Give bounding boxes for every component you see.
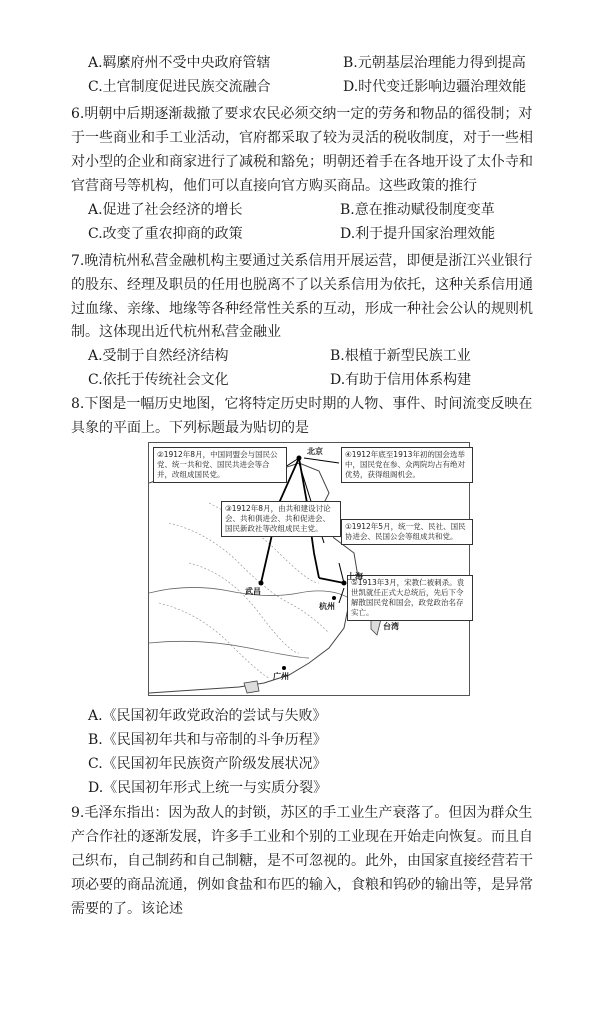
q9-stem-line: 产合作社的逐渐发展，许多手工业和个别的工业现在开始走向恢复。而且自: [71, 829, 533, 845]
q6-option-a: A.促进了社会经济的增长: [88, 202, 243, 218]
q8-stem-line: 8.下图是一幅历史地图，它将特定历史时期的人物、事件、时间流变反映在: [71, 396, 533, 412]
city-shanghai: 上海: [347, 572, 363, 581]
q9-stem-line: 需要的了。该论述: [71, 901, 183, 917]
q6-stem-line: 6.明朝中后期逐渐裁撤了要求农民必须交纳一定的劳务和物品的徭役制；对: [71, 106, 533, 122]
historical-map: [148, 442, 470, 696]
city-hangzhou: 杭州: [319, 602, 335, 611]
q7-option-a: A.受制于自然经济结构: [88, 348, 229, 364]
q8-option-d: D.《民国初年形式上统一与实质分裂》: [88, 780, 328, 796]
q6-option-b: B.意在推动赋役制度变革: [340, 202, 495, 218]
q9-stem-line: 9.毛泽东指出：因为敌人的封锁，苏区的手工业生产衰落了。但因为群众生: [71, 805, 533, 821]
q5-option-a: A.羁縻府州不受中央政府管辖: [88, 55, 271, 71]
q8-option-c: C.《民国初年民族资产阶级发展状况》: [88, 756, 327, 772]
q6-stem-line: 官营商号等机构，他们可以直接向官方购买商品。这些政策的推行: [71, 178, 477, 194]
q6-option-d: D.利于提升国家治理效能: [340, 226, 496, 242]
q6-stem-line: 对小型的企业和商家进行了减税和豁免；明朝还着手在各地开设了太仆寺和: [71, 154, 533, 170]
q6-option-c: C.改变了重农抑商的政策: [88, 226, 243, 242]
city-guangzhou: 广州: [273, 672, 289, 681]
map-note-1: ①1912年5月，统一党、民社、国民协进会、民国公会等组成共和党。: [341, 519, 473, 545]
q5-option-c: C.土官制度促进民族交流融合: [88, 79, 271, 95]
q9-stem-line: 项必要的商品流通，例如食盐和布匹的输入，食粮和钨砂的输出等，是异常: [71, 877, 533, 893]
q7-stem-line: 制。这体现出近代杭州私营金融业: [71, 324, 281, 340]
q7-stem-line: 7.晚清杭州私营金融机构主要通过关系信用开展运营，即便是浙江兴业银行: [71, 253, 533, 269]
map-note-4: ④1912年底至1913年初的国会选举中，国民党在参、众两院均占有绝对优势，获得组阁机会。: [341, 447, 473, 483]
q7-stem-line: 过血缘、亲缘、地缘等各种经常性关系的互动，形成一种社会公认的规则机: [71, 301, 533, 317]
q8-stem-line: 具象的平面上。下列标题最为贴切的是: [71, 420, 309, 436]
q5-option-d: D.时代变迁影响边疆治理效能: [343, 79, 527, 95]
map-note-3: ③1912年8月，由共和建设讨论会、共和俱进会、共和促进会、国民新政社等改组成民主党。: [221, 501, 341, 537]
q5-option-b: B.元朝基层治理能力得到提高: [343, 55, 526, 71]
q8-option-a: A.《民国初年政党政治的尝试与失败》: [88, 708, 327, 724]
city-taiwan: 台湾: [383, 622, 399, 631]
map-note-2: ②1912年8月，中国同盟会与国民公党、统一共和党、国民共进会等合并，改组成国民党。: [153, 447, 287, 483]
city-wuchang: 武昌: [245, 587, 261, 596]
q7-option-b: B.根植于新型民族工业: [330, 348, 471, 364]
city-beijing: 北京: [307, 447, 323, 456]
q8-option-b: B.《民国初年共和与帝制的斗争历程》: [88, 732, 327, 748]
map-note-5: ⑤1913年3月，宋教仁被刺杀。袁世凯就任正式大总统后，先后下令解散国民党和国会，政党政治名存实亡。: [347, 575, 473, 621]
q6-stem-line: 于一些商业和手工业活动，官府都采取了较为灵活的税收制度，对于一些相: [71, 130, 533, 146]
q9-stem-line: 己织布，自己制药和自己制糖，是不可忽视的。此外，由国家直接经营若干: [71, 853, 533, 869]
q7-option-c: C.依托于传统社会文化: [88, 372, 229, 388]
q7-stem-line: 的股东、经理及职员的任用也脱离不了以关系信用为依托，这种关系信用通: [71, 277, 533, 293]
q7-option-d: D.有助于信用体系构建: [330, 372, 472, 388]
